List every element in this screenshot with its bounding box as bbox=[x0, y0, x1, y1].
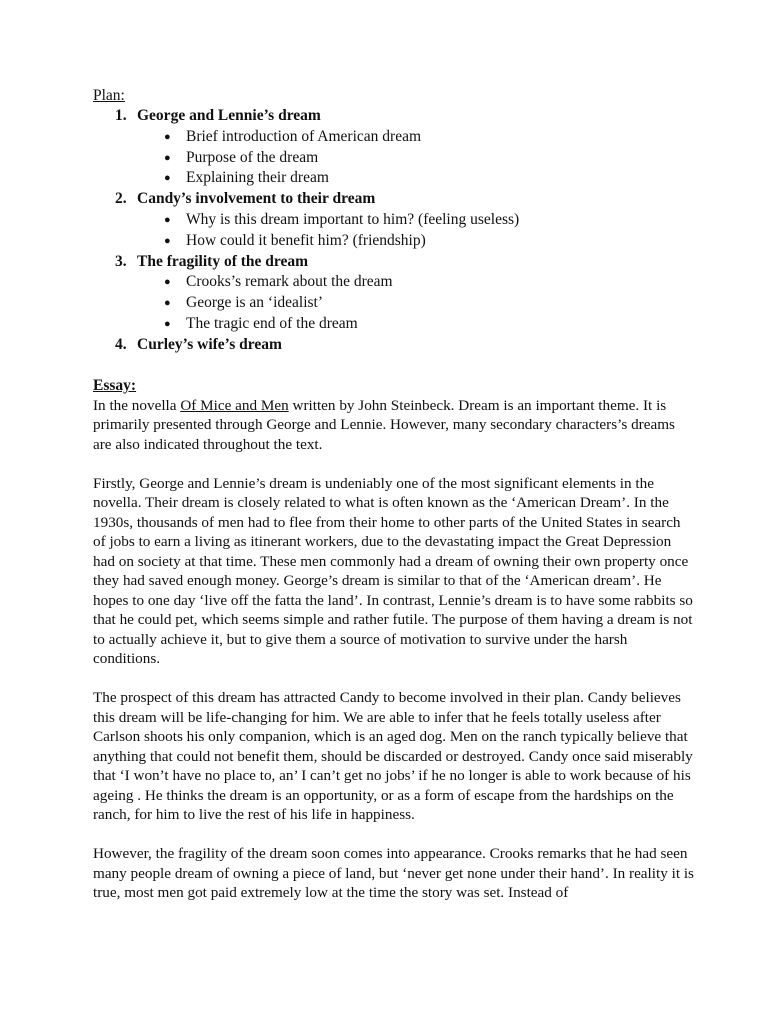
sub-list bbox=[93, 127, 696, 189]
bullet-icon: ● bbox=[164, 234, 171, 247]
sub-item-text: Brief introduction of American dream bbox=[186, 127, 422, 145]
plan-heading: Plan: bbox=[93, 87, 125, 104]
paragraph-text: written by John Steinbeck. Dream is an important theme. It is primarily presented through George and Lennie. However, many secondary characters’s dreams are also indicated throughout the text. bbox=[93, 396, 675, 453]
sub-item bbox=[93, 293, 696, 314]
sub-item bbox=[93, 168, 696, 189]
essay-paragraph-2: Firstly, George and Lennie’s dream is undeniably one of the most significant elements in the novella. Their dream is closely related to what is often known as the ‘American Dream’. In the 1930s, thousands of men had to flee from their home to other parts of the United States in search of jobs to earn a living as itinerant workers, due to the devastating impact the Great Depression had on society at that time. These men commonly had a dream of owning their own property once they had saved enough money. George’s dream is similar to that of the ‘American dream’. He hopes to one day ‘live off the fatta the land’. In contrast, Lennie’s dream is to have some rabbits so that he could pet, which seems simple and rather futile. The purpose of them having a dream is not to actually achieve it, but to give them a source of motivation to survive under the harsh conditions. bbox=[93, 474, 693, 668]
plan-item bbox=[93, 335, 696, 356]
plan-item-title: Curley’s wife’s dream bbox=[137, 335, 282, 353]
essay-paragraph-3: The prospect of this dream has attracted Candy to become involved in their plan. Candy believes this dream will be life-changing for him. We are able to infer that he feels totally useless after Carlson shoots his only companion, which is an aged dog. Men on the ranch typically believe that anything that could not benefit them, should be discarded or destroyed. Candy once said miserably that ‘I won’t have no place to, an’ I can’t get no jobs’ if he no longer is able to work because of his ageing . He thinks the dream is an opportunity, or as a form of escape from the hardships on the ranch, for him to live the rest of his life in happiness. bbox=[93, 689, 693, 824]
bullet-icon: ● bbox=[164, 130, 171, 143]
paragraph-text: In the novella bbox=[93, 396, 181, 414]
plan-list bbox=[93, 106, 696, 356]
plan-item-number: 2. bbox=[115, 190, 127, 208]
essay-heading: Essay: bbox=[93, 376, 137, 394]
book-title: Of Mice and Men bbox=[180, 396, 289, 414]
bullet-icon: ● bbox=[164, 151, 171, 164]
plan-item bbox=[93, 189, 696, 251]
plan-item bbox=[93, 106, 696, 189]
plan-item-title: George and Lennie’s dream bbox=[137, 107, 321, 124]
sub-item bbox=[93, 210, 696, 231]
sub-item-text: Crooks’s remark about the dream bbox=[186, 273, 393, 291]
sub-item-text: How could it benefit him? (friendship) bbox=[186, 231, 426, 249]
plan-item-number: 3. bbox=[115, 252, 127, 270]
sub-item-text: Why is this dream important to him? (feeling useless) bbox=[186, 210, 520, 228]
sub-item-text: Explaining their dream bbox=[186, 169, 329, 187]
sub-item-text: Purpose of the dream bbox=[186, 148, 319, 166]
sub-item bbox=[93, 231, 696, 252]
essay-paragraph-1 bbox=[93, 396, 696, 455]
bullet-icon: ● bbox=[164, 297, 171, 310]
plan-item-title: Candy’s involvement to their dream bbox=[137, 190, 376, 208]
bullet-icon: ● bbox=[164, 172, 171, 185]
sub-item-text: George is an ‘idealist’ bbox=[186, 294, 324, 312]
sub-item bbox=[93, 127, 696, 148]
plan-item bbox=[93, 252, 696, 335]
sub-item-text: The tragic end of the dream bbox=[186, 314, 358, 332]
plan-item-number: 4. bbox=[115, 335, 127, 353]
sub-list bbox=[93, 210, 696, 252]
sub-list bbox=[93, 272, 696, 334]
sub-item bbox=[93, 314, 696, 335]
bullet-icon: ● bbox=[164, 276, 171, 289]
bullet-icon: ● bbox=[164, 317, 171, 330]
plan-item-title: The fragility of the dream bbox=[137, 252, 309, 270]
essay-paragraph-4: However, the fragility of the dream soon comes into appearance. Crooks remarks that he had seen many people dream of owning a piece of land, but ‘never get none under their hand’. In reality it is true, most men got paid extremely low at the time the story was set. Instead of bbox=[93, 845, 694, 902]
sub-item bbox=[93, 272, 696, 293]
bullet-icon: ● bbox=[164, 213, 171, 226]
sub-item bbox=[93, 148, 696, 169]
plan-item-number: 1. bbox=[115, 107, 127, 124]
